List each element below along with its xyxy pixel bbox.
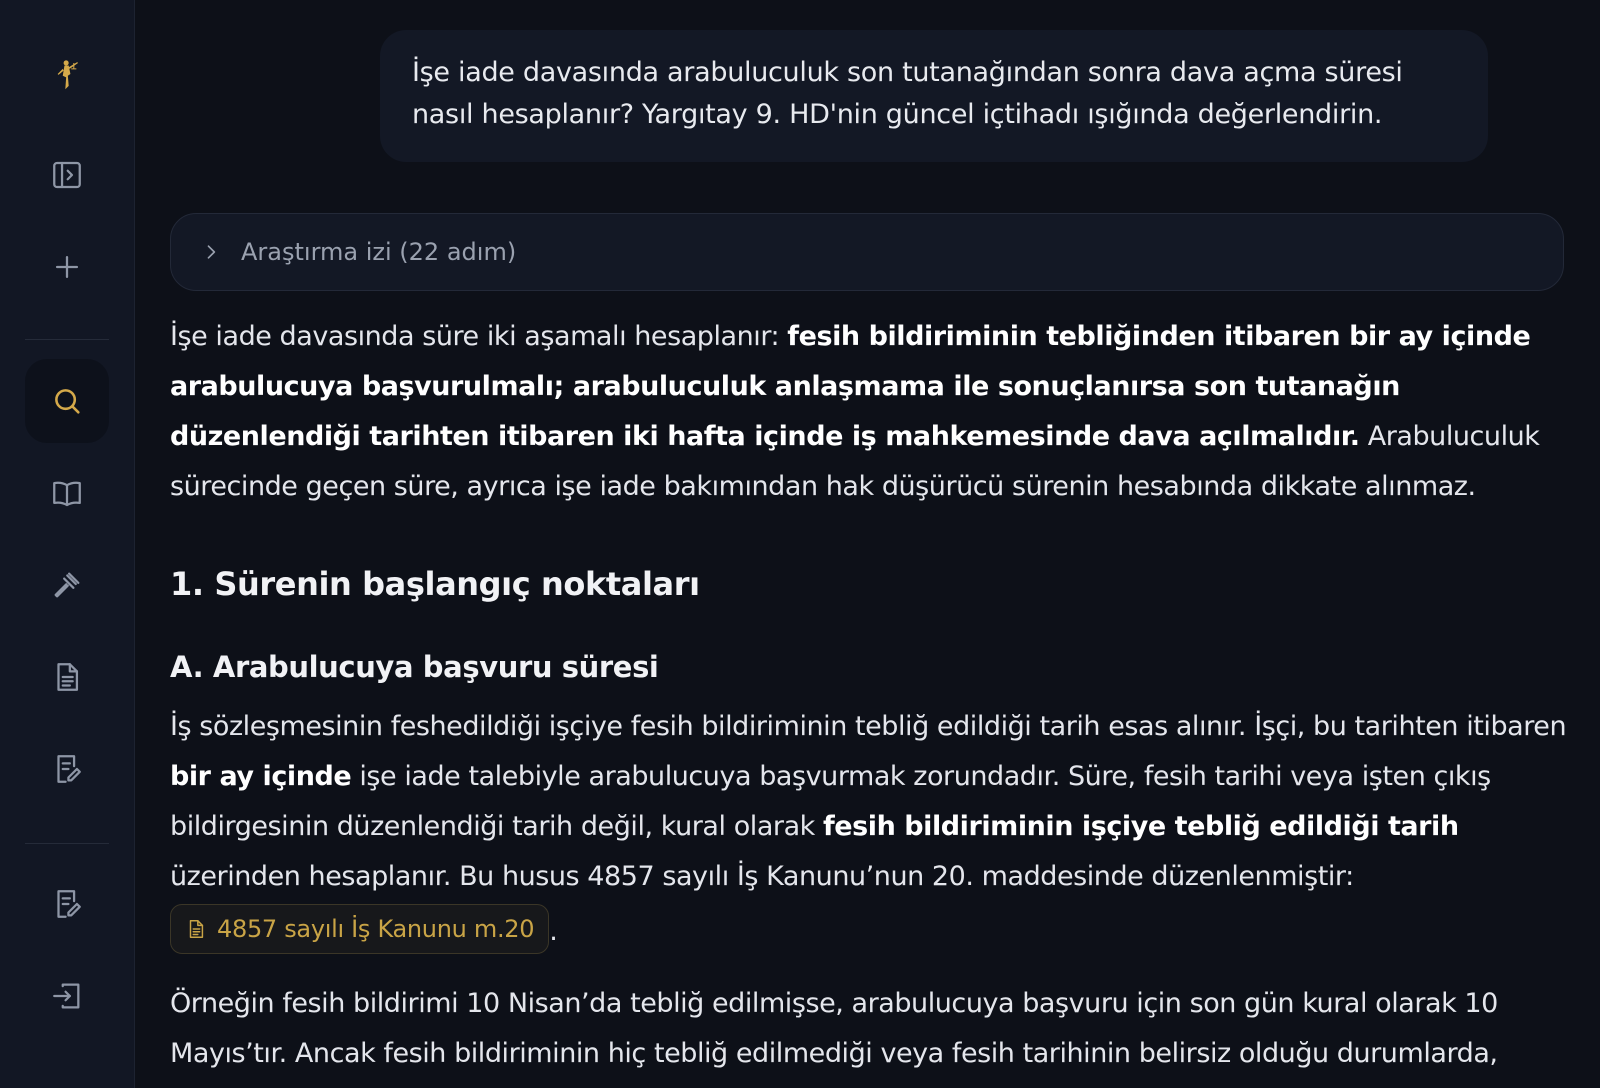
documents-button[interactable] (25, 635, 109, 719)
gavel-icon (50, 568, 84, 602)
new-chat-button[interactable] (25, 225, 109, 309)
intro-text: İşe iade davasında süre iki aşamalı hesaplanır: (170, 321, 788, 352)
citation-chip[interactable] (170, 904, 549, 954)
intro-bold-text: fesih bildiriminin tebliğinden itibaren bir ay içinde arabulucuya başvurulmalı; arabuluculuk anlaşmama ile sonuçlanırsa son tutanağın düzenlendiği tarihten itibaren iki hafta içinde iş mahkemesinde dava açılmalıdır. (170, 321, 1531, 452)
citation-suffix: . (549, 916, 558, 947)
document-icon (50, 660, 84, 694)
document-edit-icon (50, 752, 84, 786)
sidebar-divider-2 (25, 843, 109, 844)
paragraph-a (170, 702, 1584, 957)
edit-document-2-button[interactable] (25, 862, 109, 946)
subsection-heading: A. Arabulucuya başvuru süresi (170, 650, 659, 684)
para-bold-text: fesih bildiriminin işçiye tebliğ edildiği tarih (822, 811, 1459, 842)
answer-intro (170, 312, 1584, 512)
citation-label: 4857 sayılı İş Kanunu m.20 (217, 915, 535, 943)
document-edit-icon (50, 887, 84, 921)
sidebar-divider (25, 339, 109, 340)
chat-main (134, 0, 1600, 1088)
search-button[interactable] (25, 359, 109, 443)
section-heading: 1. Sürenin başlangıç noktaları (170, 565, 700, 603)
paragraph-b: Örneğin fesih bildirimi 10 Nisan’da tebliğ edilmişse, arabulucuya başvuru için son gün kural olarak 10 Mayıs’tır. Ancak fesih bildiriminin hiç tebliğ edilmediği veya fesih tarihinin belirsiz olduğu durumlarda, (170, 988, 1498, 1069)
document-icon (185, 918, 207, 940)
lady-justice-logo[interactable] (25, 32, 109, 116)
para-bold-text: bir ay içinde (170, 761, 352, 792)
panel-toggle-icon (50, 158, 84, 192)
logout-button[interactable] (25, 954, 109, 1038)
search-icon (50, 384, 84, 418)
para-text: işe iade talebiyle arabulucuya başvurmak zorundadır. Süre, fesih tarihi veya işten çıkış bildirgesinin düzenlendiği tarih değil, kural olarak (170, 761, 1491, 842)
chevron-right-icon (201, 242, 221, 262)
lady-justice-icon (50, 57, 84, 91)
sidebar (0, 0, 135, 1088)
gavel-button[interactable] (25, 543, 109, 627)
para-text: İş sözleşmesinin feshedildiği işçiye fesih bildiriminin tebliğ edildiği tarih esas alınır. İşçi, bu tarihten itibaren (170, 711, 1567, 742)
toggle-sidebar-button[interactable] (25, 133, 109, 217)
assistant-answer (170, 312, 1584, 1079)
logout-icon (50, 979, 84, 1013)
user-message-bubble (380, 30, 1488, 162)
user-message-text: İşe iade davasında arabuluculuk son tutanağından sonra dava açma süresi nasıl hesaplanır? Yargıtay 9. HD'nin güncel içtihadı ışığında değerlendirin. (412, 57, 1403, 130)
plus-icon (50, 250, 84, 284)
book-icon (50, 476, 84, 510)
research-trace-toggle[interactable] (170, 213, 1564, 291)
intro-text-2: Arabuluculuk sürecinde geçen süre, ayrıca işe iade bakımından hak düşürücü sürenin hesabında dikkate alınmaz. (170, 421, 1540, 502)
para-text: üzerinden hesaplanır. Bu husus 4857 sayılı İş Kanunu’nun 20. maddesinde düzenlenmiştir: (170, 861, 1354, 892)
edit-document-button[interactable] (25, 727, 109, 811)
research-trace-label: Araştırma izi (22 adım) (241, 238, 517, 266)
library-button[interactable] (25, 451, 109, 535)
